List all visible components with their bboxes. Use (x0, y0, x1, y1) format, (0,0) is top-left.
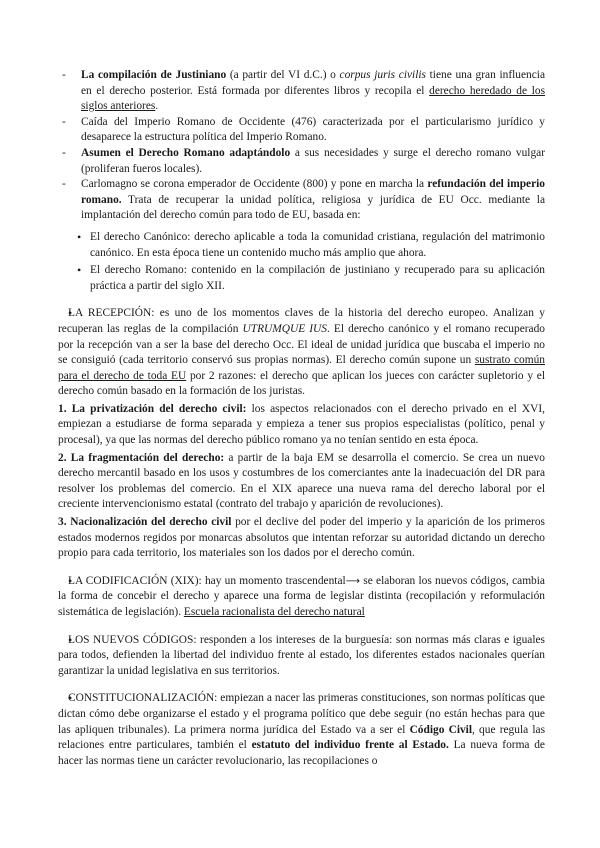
section-constitucionalizacion: • CONSTITUCIONALIZACIÓN: empiezan a nacer las primeras constituciones, son normas políticas que dictan cómo debe organizarse el estado y el programa político que debe seguir (no están hechas para que las apliquen tribunales). La primera norma jurídica del Estado va a ser el Código Civil, que regula las relaciones entre particulares, también el estatuto del individuo frente al Estado. La nueva forma de hacer las normas tiene un carácter revolucionario, las recopilaciones o (48, 691, 545, 769)
right-arrow-icon: ⟶ (345, 575, 361, 587)
numbered-item-nacionalizacion: 3. Nacionalización del derecho civil por el declive del poder del imperio y la aparición de los primeros estados modernos regidos por monarcas absolutos que intentan reforzar su autoridad dictando un derecho propio para cada territorio, los materiales son los dados por el derecho común. (58, 516, 545, 560)
section-recepcion: • LA RECEPCIÓN: es uno de los momentos claves de la historia del derecho europeo. Analizan y recuperan las reglas de la compilación UTRUMQUE IUS. El derecho canónico y el romano recuperado por la recepción van a ser la base del derecho Occ. El ideal de unidad jurídica que buscaba el imperio no se consiguió (cada territorio conservó sus propias normas). El derecho común supone un sustrato común para el derecho de toda EU por 2 razones: el derecho que aplican los jueces con carácter supletorio y el derecho común basado en la formación de los juristas. (48, 306, 545, 400)
document-body (48, 68, 545, 769)
section-codificacion: • LA CODIFICACIÓN (XIX): hay un momento trascendental⟶ se elaboran los nuevos códigos, cambia la forma de concebir el derecho y aparece una forma de legislar distinta (recopilación y reformulación sistemática de legislación). Escuela racionalista del derecho natural (48, 574, 545, 621)
section-nuevos-codigos: • LOS NUEVOS CÓDIGOS: responden a los intereses de la burguesía: son normas más claras e iguales para todos, defienden la libertad del individuo frente al estado, los diferentes estados nacionales querían garantizar la unidad legislativa en sus territorios. (48, 633, 545, 680)
numbered-item-privatizacion: 1. La privatización del derecho civil: los aspectos relacionados con el derecho privado en el XVI, empiezan a estudiarse de forma separada y empieza a tener sus propios especialistas (político, penal y procesal), ya que las normas del derecho público romano ya no tenían sentido en esta época. (58, 402, 545, 447)
item-caida-imperio: - Caída del Imperio Romano de Occidente (476) caracterizada por el particularismo jurídico y desaparece la estructura política del Imperio Romano. (60, 115, 545, 146)
sub-item-derecho-canonico: • El derecho Canónico: derecho aplicable a toda la comunidad cristiana, regulación del matrimonio canónico. En esta época tiene un contenido mucho más amplio que ahora. (60, 230, 545, 261)
sub-item-derecho-romano: • El derecho Romano: contenido en la compilación de justiniano y recuperado para su aplicación práctica a partir del siglo XII. (60, 263, 545, 294)
numbered-item-fragmentacion: 2. La fragmentación del derecho: a partir de la baja EM se desarrolla el comercio. Se crea un nuevo derecho mercantil basado en los usos y costumbres de los comerciantes ante la inadecuación del DR para resolver los problemas del comercio. En el XIX aparece una nueva rama del derecho laboral por el creciente intervencionismo estatal (contrato del trabajo y aparición de revoluciones). (58, 451, 545, 511)
item-carlomagno: - Carlomagno se corona emperador de Occidente (800) y pone en marcha la refundación del imperio romano. Trata de recuperar la unidad política, religiosa y jurídica de EU Occ. mediante la implantación del derecho común para todo de EU, basada en: (60, 177, 545, 224)
item-justiniano: - La compilación de Justiniano (a partir del VI d.C.) o corpus juris civilis tiene una gran influencia en el derecho posterior. Está formada por diferentes libros y recopila el derecho heredado de los siglos anteriores. (60, 68, 545, 115)
item-asumen-derecho: - Asumen el Derecho Romano adaptándolo a sus necesidades y surge el derecho romano vulgar (proliferan fueros locales). (60, 146, 545, 177)
